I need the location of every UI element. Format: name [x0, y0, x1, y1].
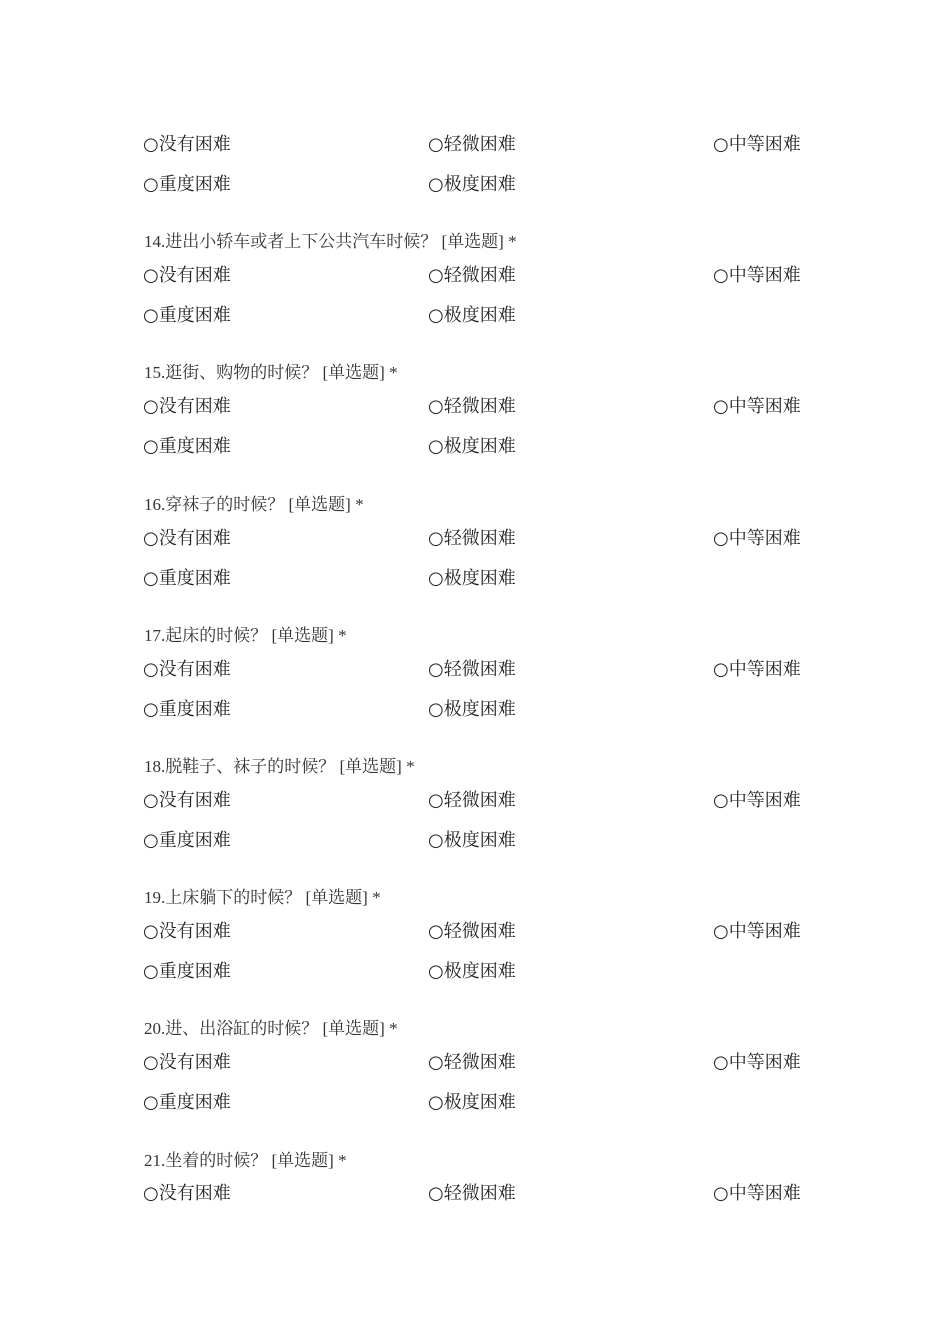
option-severe[interactable]: ○重度困难: [143, 305, 231, 326]
option-moderate[interactable]: ○中等困难: [713, 1052, 801, 1073]
option-none[interactable]: ○没有困难: [143, 265, 231, 286]
option-slight[interactable]: ○轻微困难: [428, 265, 516, 286]
option-slight[interactable]: ○轻微困难: [428, 659, 516, 680]
option-extreme[interactable]: ○极度困难: [428, 699, 516, 720]
question-title: 18.脱鞋子、袜子的时候？ [单选题] *: [144, 757, 415, 776]
question-title: 21.坐着的时候？ [单选题] *: [144, 1151, 347, 1170]
option-none[interactable]: ○没有困难: [143, 396, 231, 417]
option-moderate[interactable]: ○中等困难: [713, 134, 801, 155]
question-title: 14.进出小轿车或者上下公共汽车时候？ [单选题] *: [144, 232, 517, 251]
option-severe[interactable]: ○重度困难: [143, 699, 231, 720]
option-extreme[interactable]: ○极度困难: [428, 1092, 516, 1113]
option-none[interactable]: ○没有困难: [143, 921, 231, 942]
option-moderate[interactable]: ○中等困难: [713, 790, 801, 811]
option-extreme[interactable]: ○极度困难: [428, 436, 516, 457]
option-slight[interactable]: ○轻微困难: [428, 134, 516, 155]
option-severe[interactable]: ○重度困难: [143, 174, 231, 195]
option-severe[interactable]: ○重度困难: [143, 568, 231, 589]
option-severe[interactable]: ○重度困难: [143, 830, 231, 851]
option-extreme[interactable]: ○极度困难: [428, 961, 516, 982]
option-slight[interactable]: ○轻微困难: [428, 921, 516, 942]
option-none[interactable]: ○没有困难: [143, 790, 231, 811]
question-title: 19.上床躺下的时候？ [单选题] *: [144, 888, 381, 907]
question-title: 16.穿袜子的时候？ [单选题] *: [144, 495, 364, 514]
option-moderate[interactable]: ○中等困难: [713, 921, 801, 942]
option-moderate[interactable]: ○中等困难: [713, 659, 801, 680]
option-severe[interactable]: ○重度困难: [143, 961, 231, 982]
option-severe[interactable]: ○重度困难: [143, 1092, 231, 1113]
option-severe[interactable]: ○重度困难: [143, 436, 231, 457]
question-title: 20.进、出浴缸的时候？ [单选题] *: [144, 1019, 398, 1038]
option-none[interactable]: ○没有困难: [143, 528, 231, 549]
option-none[interactable]: ○没有困难: [143, 1052, 231, 1073]
option-extreme[interactable]: ○极度困难: [428, 174, 516, 195]
option-none[interactable]: ○没有困难: [143, 134, 231, 155]
option-moderate[interactable]: ○中等困难: [713, 1183, 801, 1204]
option-extreme[interactable]: ○极度困难: [428, 568, 516, 589]
option-moderate[interactable]: ○中等困难: [713, 265, 801, 286]
option-none[interactable]: ○没有困难: [143, 1183, 231, 1204]
option-slight[interactable]: ○轻微困难: [428, 790, 516, 811]
option-slight[interactable]: ○轻微困难: [428, 528, 516, 549]
option-moderate[interactable]: ○中等困难: [713, 528, 801, 549]
option-none[interactable]: ○没有困难: [143, 659, 231, 680]
option-moderate[interactable]: ○中等困难: [713, 396, 801, 417]
option-extreme[interactable]: ○极度困难: [428, 305, 516, 326]
question-title: 17.起床的时候？ [单选题] *: [144, 626, 347, 645]
question-title: 15.逛街、购物的时候？ [单选题] *: [144, 363, 398, 382]
option-slight[interactable]: ○轻微困难: [428, 1183, 516, 1204]
option-slight[interactable]: ○轻微困难: [428, 396, 516, 417]
option-extreme[interactable]: ○极度困难: [428, 830, 516, 851]
option-slight[interactable]: ○轻微困难: [428, 1052, 516, 1073]
